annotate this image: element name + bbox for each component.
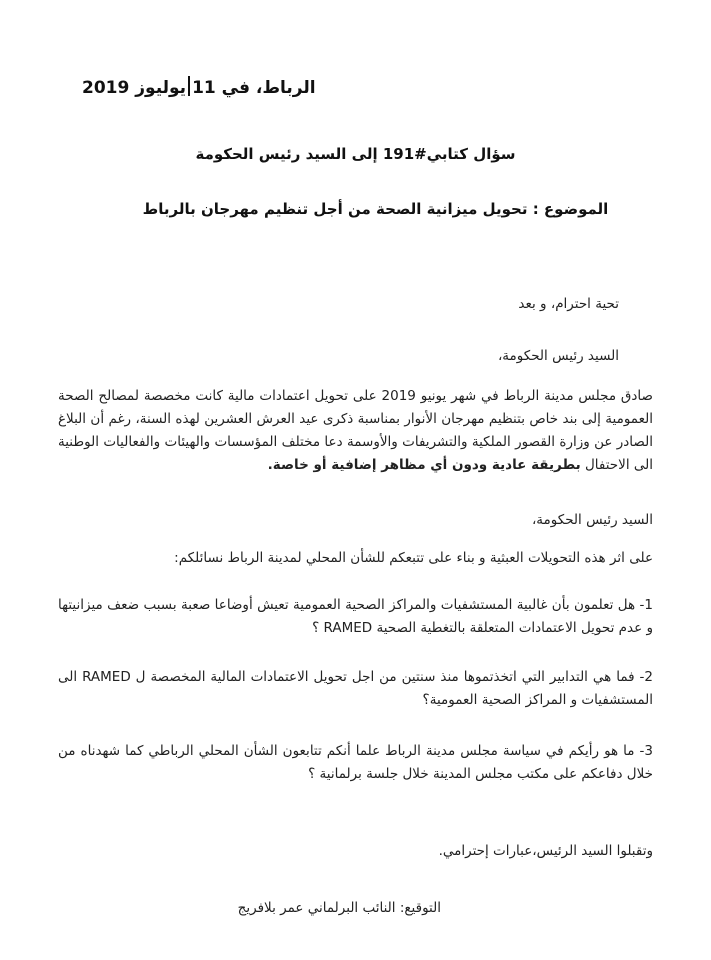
date-day: 11 bbox=[192, 78, 216, 98]
question-2: 2- فما هي التدابير التي اتخذتموها منذ سنتين من اجل تحويل الاعتمادات المالية المخصصة ل RAMED الى المستشفيات و المراكز الصحية العمومية؟ bbox=[58, 669, 653, 708]
body-paragraph-1 bbox=[58, 385, 653, 477]
question-1: 1- هل تعلمون بأن غالبية المستشفيات والمراكز الصحية العمومية تعيش أوضاعا صعبة بسبب ضعف ميزانيتها و عدم تحويل الاعتمادات المتعلقة بالتغطية الصحية RAMED ؟ bbox=[58, 597, 653, 636]
salutation-2: السيد رئيس الحكومة، bbox=[531, 512, 653, 528]
letter-title: سؤال كتابي#191 إلى السيد رئيس الحكومة bbox=[195, 145, 516, 163]
paragraph-1-text: صادق مجلس مدينة الرباط في شهر يونيو 2019 على تحويل اعتمادات مالية كانت مخصصة لمصالح الصحة العمومية إلى بند خاص بتنظيم مهرجان الأنوار بمناسبة ذكرى عيد العرش العشرين لهذه السنة، رغم أن البلاغ الصادر عن وزارة القصور الملكية والتشريفات والأوسمة دعا مختلف المؤسسات والهيئات والفعاليات الوطنية الى الاحتفال bbox=[58, 388, 653, 473]
letter-date bbox=[82, 76, 316, 98]
date-month-year: يوليوز 2019 bbox=[82, 78, 187, 98]
letter-subject: الموضوع : تحويل ميزانية الصحة من أجل تنظيم مهرجان بالرباط bbox=[142, 200, 609, 218]
date-place: الرباط، في bbox=[221, 78, 316, 98]
salutation-1: السيد رئيس الحكومة، bbox=[497, 348, 619, 364]
paragraph-1-bold-text: بطريقة عادية ودون أي مظاهر إضافية أو خاصة. bbox=[267, 457, 581, 473]
question-3: 3- ما هو رأيكم في سياسة مجلس مدينة الرباط علما أنكم تتابعون الشأن المحلي الرباطي كما شهدناه من خلال دفاعكم على مكتب مجلس المدينة خلال جلسة برلمانية ؟ bbox=[58, 743, 653, 782]
signature: التوقيع: النائب البرلماني عمر بلافريج bbox=[237, 900, 441, 916]
closing: وتقبلوا السيد الرئيس،عبارات إحترامي. bbox=[438, 843, 653, 859]
greeting: تحية احترام، و بعد bbox=[518, 296, 619, 312]
cursor-separator bbox=[188, 76, 190, 96]
questions-intro: على اثر هذه التحويلات العبثية و بناء على تتبعكم للشأن المحلي لمدينة الرباط نسائلكم: bbox=[174, 550, 653, 566]
